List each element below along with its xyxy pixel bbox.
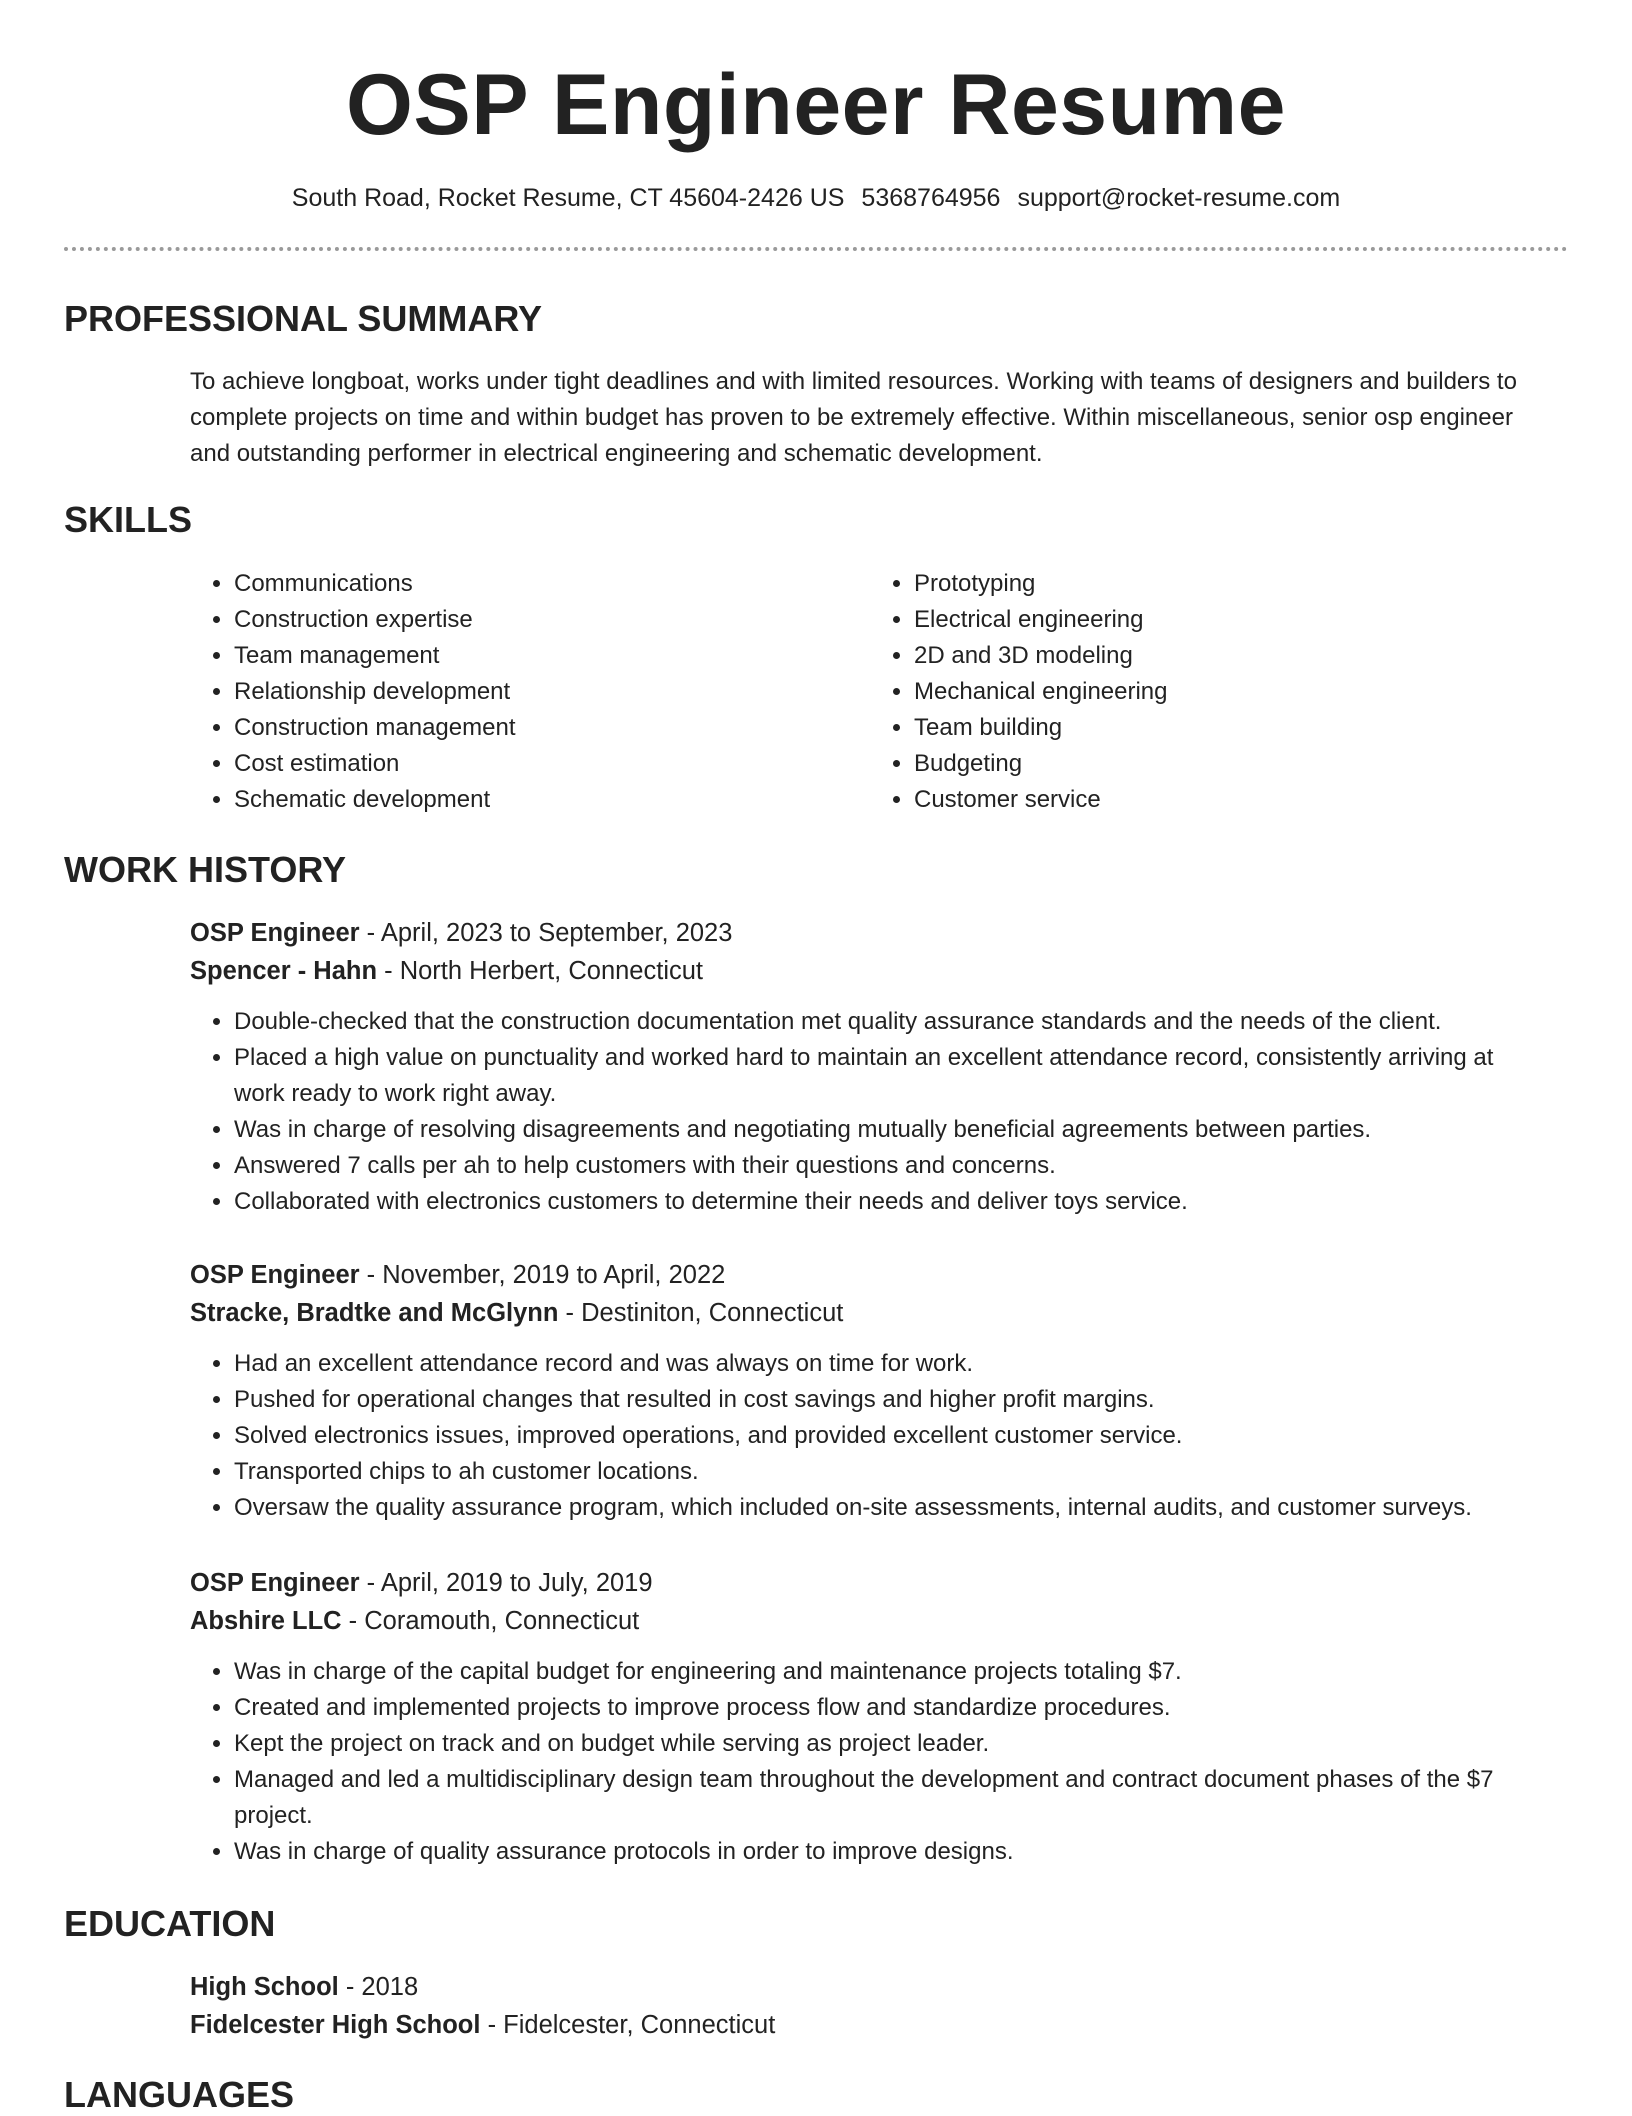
education-year: - 2018: [338, 1973, 419, 2001]
job-location: - Coramouth, Connecticut: [341, 1607, 640, 1635]
contact-line: [64, 184, 1568, 213]
job-bullet: • Had an excellent attendance record and was always on time for work.: [234, 1346, 1550, 1382]
header-divider: [64, 247, 1568, 251]
skill-item: • Electrical engineering: [914, 602, 1470, 638]
job-bullet: • Oversaw the quality assurance program, which included on-site assessments, internal audits, and customer surveys.: [234, 1490, 1550, 1526]
job-title-line: [190, 1564, 1550, 1602]
skill-item: • Mechanical engineering: [914, 674, 1470, 710]
skill-item: • Customer service: [914, 782, 1470, 818]
skill-item: • Schematic development: [234, 782, 790, 818]
work-history-heading: WORK HISTORY: [64, 849, 347, 890]
job-bullet: • Was in charge of resolving disagreements and negotiating mutually beneficial agreements between parties.: [234, 1112, 1550, 1148]
skill-item: • Communications: [234, 566, 790, 602]
skills-left-column: [190, 566, 790, 818]
education-school-line: [190, 2006, 1550, 2044]
job-entry: [190, 1256, 1550, 1526]
summary-heading: PROFESSIONAL SUMMARY: [64, 298, 543, 339]
job-title: OSP Engineer: [190, 1261, 360, 1289]
job-company: Stracke, Bradtke and McGlynn: [190, 1299, 559, 1327]
job-location: - Destiniton, Connecticut: [558, 1299, 844, 1327]
resume-page: [64, 0, 1568, 2115]
contact-address: South Road, Rocket Resume, CT 45604-2426 US: [291, 184, 845, 212]
job-company: Abshire LLC: [190, 1607, 342, 1635]
skill-item: • Relationship development: [234, 674, 790, 710]
job-dates: - November, 2019 to April, 2022: [359, 1261, 726, 1289]
languages-heading: LANGUAGES: [64, 2074, 295, 2115]
skills-heading: SKILLS: [64, 499, 193, 540]
job-dates: - April, 2023 to September, 2023: [359, 919, 733, 947]
skill-item: • Construction expertise: [234, 602, 790, 638]
job-title-line: [190, 1256, 1550, 1294]
summary-text: To achieve longboat, works under tight deadlines and with limited resources. Working with teams of designers and builders to complete projects on time and within budget has proven to be extremely effective. Within miscellaneous, senior osp engineer and outstanding performer in electrical engineering and schematic development.: [190, 368, 1517, 467]
skill-item: • Team management: [234, 638, 790, 674]
education-entry: [190, 1968, 1550, 2044]
skill-item: • Team building: [914, 710, 1470, 746]
job-bullet: • Kept the project on track and on budget while serving as project leader.: [234, 1726, 1550, 1762]
education-heading: EDUCATION: [64, 1903, 276, 1944]
job-entry: [190, 1564, 1550, 1870]
job-bullet: • Was in charge of quality assurance protocols in order to improve designs.: [234, 1834, 1550, 1870]
job-bullet: • Was in charge of the capital budget for engineering and maintenance projects totaling $7.: [234, 1654, 1550, 1690]
skill-item: • Prototyping: [914, 566, 1470, 602]
job-entry: [190, 914, 1550, 1220]
job-bullet: • Double-checked that the construction documentation met quality assurance standards and the needs of the client.: [234, 1004, 1550, 1040]
job-location: - North Herbert, Connecticut: [377, 957, 704, 985]
job-bullet: • Pushed for operational changes that resulted in cost savings and higher profit margins.: [234, 1382, 1550, 1418]
job-title-line: [190, 914, 1550, 952]
job-bullet: • Placed a high value on punctuality and worked hard to maintain an excellent attendance record, consistently arriving at work ready to work right away.: [234, 1040, 1550, 1112]
skill-item: • Cost estimation: [234, 746, 790, 782]
skills-right-column: [870, 566, 1470, 818]
education-degree-line: [190, 1968, 1550, 2006]
job-dates: - April, 2019 to July, 2019: [359, 1569, 653, 1597]
job-title: OSP Engineer: [190, 919, 360, 947]
skill-item: • Construction management: [234, 710, 790, 746]
job-company: Spencer - Hahn: [190, 957, 378, 985]
skill-item: • Budgeting: [914, 746, 1470, 782]
education-degree: High School: [190, 1973, 339, 2001]
job-bullet: • Answered 7 calls per ah to help customers with their questions and concerns.: [234, 1148, 1550, 1184]
job-title: OSP Engineer: [190, 1569, 360, 1597]
contact-email[interactable]: support@rocket-resume.com: [1017, 184, 1341, 212]
education-school: Fidelcester High School: [190, 2011, 481, 2039]
job-bullet: • Managed and led a multidisciplinary design team throughout the development and contract document phases of the $7 project.: [234, 1762, 1550, 1834]
resume-title: OSP Engineer Resume: [346, 57, 1286, 153]
job-company-line: [190, 952, 1550, 990]
job-bullet: • Transported chips to ah customer locations.: [234, 1454, 1550, 1490]
contact-phone: 5368764956: [861, 184, 1001, 212]
job-bullet: • Collaborated with electronics customers to determine their needs and deliver toys service.: [234, 1184, 1550, 1220]
job-bullet: • Created and implemented projects to improve process flow and standardize procedures.: [234, 1690, 1550, 1726]
skill-item: • 2D and 3D modeling: [914, 638, 1470, 674]
job-bullet: • Solved electronics issues, improved operations, and provided excellent customer service.: [234, 1418, 1550, 1454]
job-company-line: [190, 1294, 1550, 1332]
education-location: - Fidelcester, Connecticut: [480, 2011, 776, 2039]
job-company-line: [190, 1602, 1550, 1640]
